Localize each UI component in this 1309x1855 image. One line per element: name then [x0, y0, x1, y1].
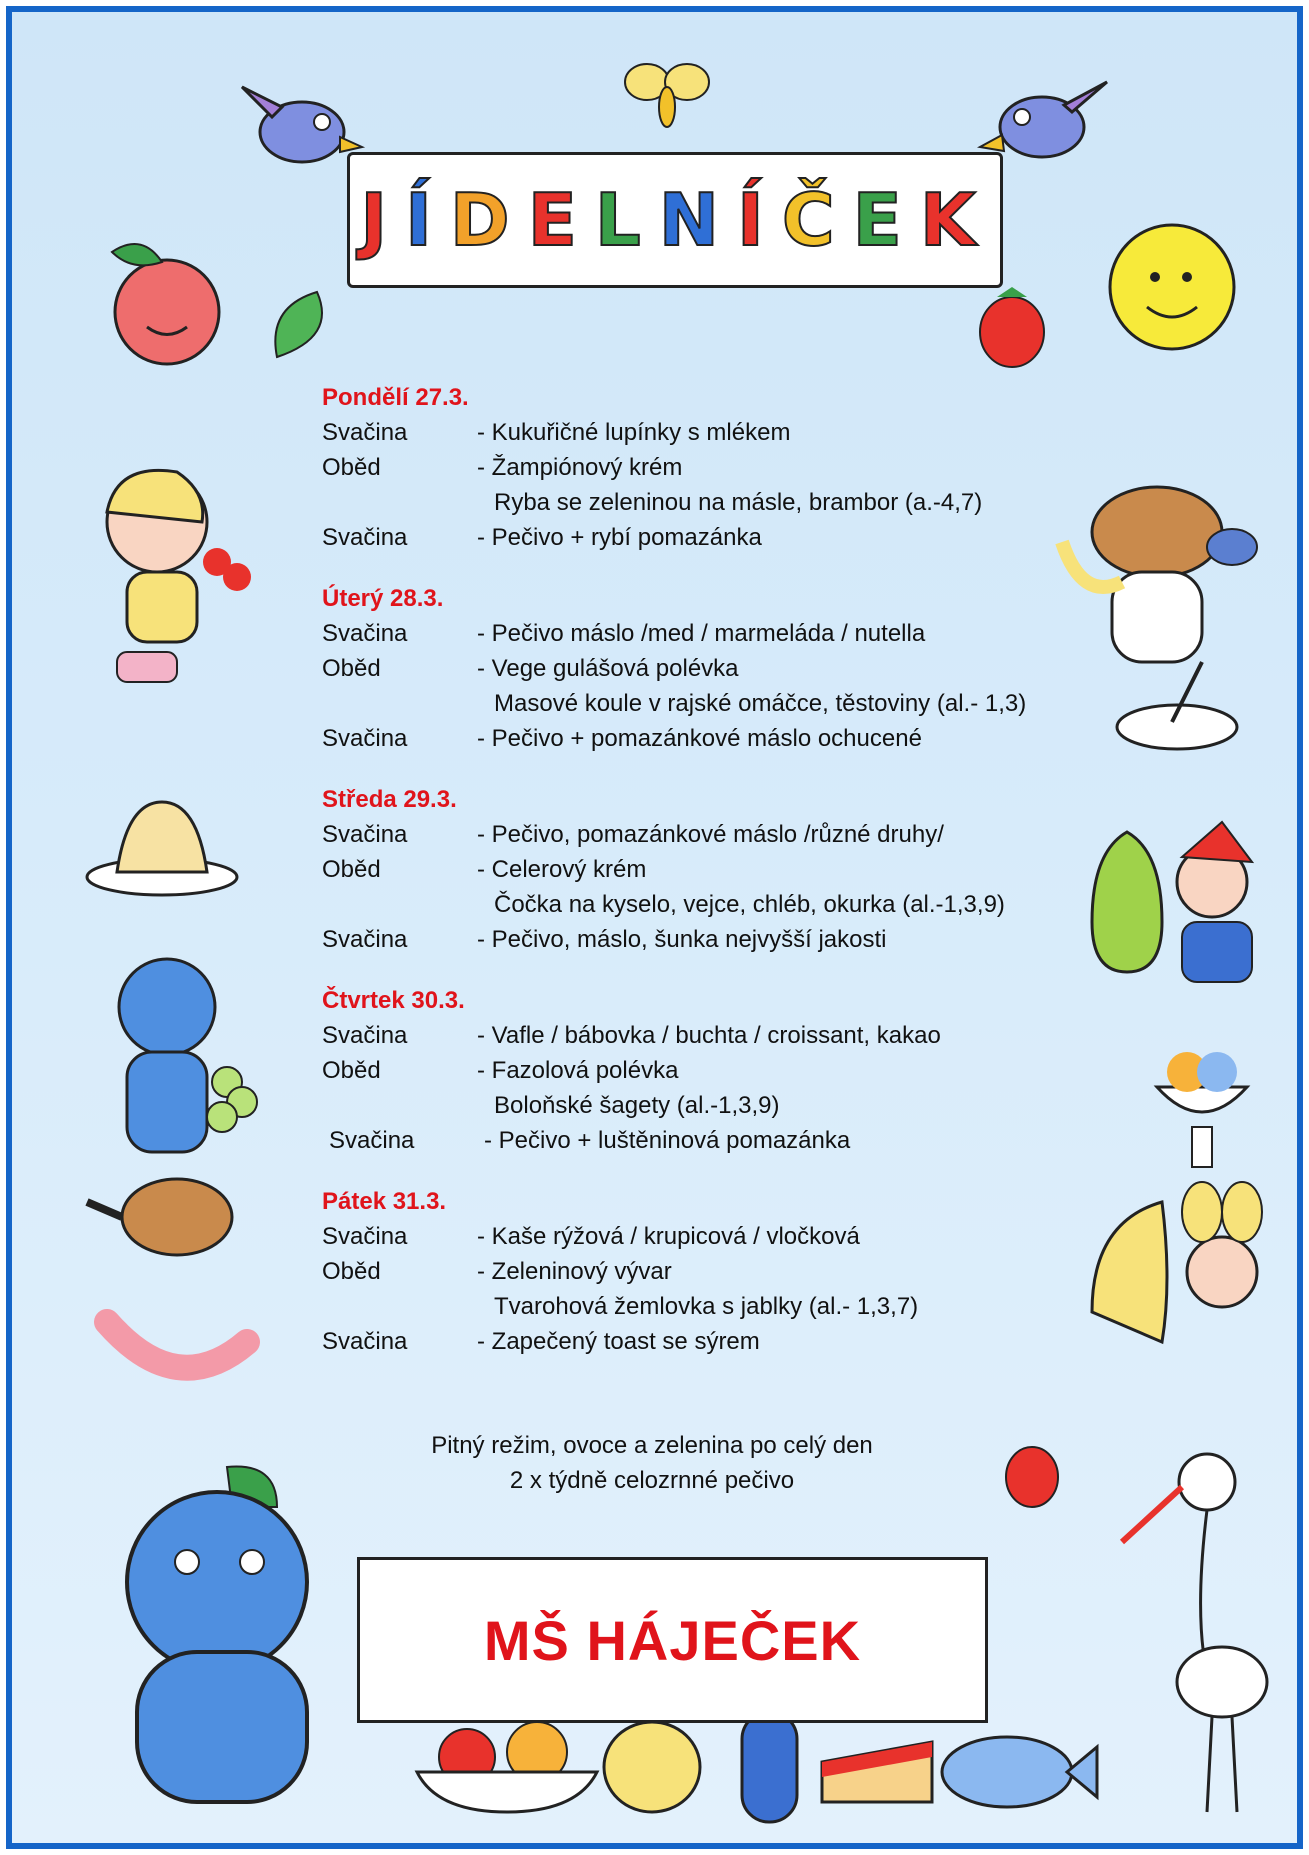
meal-label: Svačina	[322, 1328, 408, 1355]
menu-line	[322, 1123, 1122, 1158]
day-thursday	[322, 983, 1122, 1158]
title-letter: Í	[737, 178, 778, 262]
menu-line	[322, 817, 1122, 852]
day-title: Pondělí 27.3.	[322, 384, 469, 411]
dish-text: - Pečivo + rybí pomazánka	[477, 524, 762, 551]
dish-text: - Pečivo, pomazánkové máslo /různé druhy/	[477, 821, 944, 848]
dish-continuation: Boloňské šagety (al.-1,3,9)	[494, 1092, 780, 1119]
title-letter: K	[919, 178, 990, 262]
menu-line	[322, 852, 1122, 887]
meal-label: Svačina	[322, 524, 408, 551]
school-sign	[357, 1557, 988, 1723]
day-monday	[322, 380, 1122, 555]
leaf-icon	[267, 287, 347, 367]
strawberry-small-icon	[997, 1432, 1067, 1512]
dish-text: - Fazolová polévka	[477, 1057, 679, 1084]
meal-label: Oběd	[322, 856, 381, 883]
day-title: Čtvrtek 30.3.	[322, 987, 465, 1014]
dish-text: - Pečivo, máslo, šunka nejvyšší jakosti	[477, 926, 887, 953]
dish-text: - Žampiónový krém	[477, 454, 683, 481]
dish-text: - Kukuřičné lupínky s mlékem	[477, 419, 791, 446]
strawberry-icon	[972, 282, 1052, 372]
menu-line	[322, 1254, 1122, 1289]
dish-text: - Kaše rýžová / krupicová / vločková	[477, 1223, 860, 1250]
fruit-basket-icon	[407, 1712, 607, 1822]
title-letter: D	[449, 178, 524, 262]
school-name: MŠ HÁJEČEK	[483, 1608, 862, 1672]
meal-label: Oběd	[322, 454, 381, 481]
menu-line	[322, 1018, 1122, 1053]
menu-line	[322, 1219, 1122, 1254]
page-title	[360, 178, 989, 262]
meal-label: Svačina	[322, 926, 408, 953]
drumstick-icon	[72, 1162, 242, 1272]
title-letter: E	[852, 178, 916, 262]
dish-continuation: Masové koule v rajské omáčce, těstoviny (al.- 1,3)	[494, 690, 1027, 717]
meal-label: Oběd	[322, 655, 381, 682]
menu-line	[322, 450, 1122, 485]
dish-text: - Vege gulášová polévka	[477, 655, 739, 682]
dish-text: - Pečivo + pomazánkové máslo ochucené	[477, 725, 922, 752]
stork-icon	[1112, 1432, 1292, 1832]
dish-text: - Zeleninový vývar	[477, 1258, 672, 1285]
menu-line	[322, 1324, 1122, 1359]
bowl-icon	[1102, 652, 1252, 762]
menu-line	[322, 922, 1122, 957]
dish-text: - Zapečený toast se sýrem	[477, 1328, 760, 1355]
title-letter: Í	[405, 178, 446, 262]
meal-label: Svačina	[329, 1127, 415, 1154]
dish-text: - Pečivo máslo /med / marmeláda / nutella	[477, 620, 926, 647]
meal-label: Svačina	[322, 419, 408, 446]
meal-label: Svačina	[322, 821, 408, 848]
title-banner	[347, 152, 1003, 288]
meal-label: Oběd	[322, 1258, 381, 1285]
weekly-menu	[322, 380, 1122, 1385]
dish-continuation: Tvarohová žemlovka s jablky (al.- 1,3,7)	[494, 1293, 919, 1320]
menu-line	[322, 616, 1122, 651]
dish-continuation: Ryba se zeleninou na másle, brambor (a.-4,7)	[494, 489, 983, 516]
butterfly-icon	[612, 52, 722, 132]
meal-label: Svačina	[322, 620, 408, 647]
note-line: 2 x týdně celozrnné pečivo	[509, 1467, 795, 1494]
dish-text: - Celerový krém	[477, 856, 647, 883]
fish-icon	[932, 1722, 1102, 1822]
day-title: Úterý 28.3.	[322, 585, 444, 612]
title-letter: E	[527, 178, 591, 262]
day-wednesday	[322, 782, 1122, 957]
meal-label: Svačina	[322, 1223, 408, 1250]
menu-line	[322, 415, 1122, 450]
menu-line	[322, 651, 1122, 686]
menu-line	[322, 520, 1122, 555]
notes	[312, 1428, 992, 1498]
title-letter: L	[594, 178, 655, 262]
day-title: Pátek 31.3.	[322, 1188, 447, 1215]
menu-line	[322, 721, 1122, 756]
title-letter: J	[360, 178, 402, 262]
cat-grapes-icon	[67, 942, 267, 1172]
menu-poster	[6, 6, 1303, 1849]
day-tuesday	[322, 581, 1122, 756]
sun-icon	[1087, 202, 1257, 372]
meal-label: Svačina	[322, 725, 408, 752]
menu-line	[322, 1053, 1122, 1088]
dish-text: - Vafle / bábovka / buchta / croissant, kakao	[477, 1022, 941, 1049]
note-line: Pitný režim, ovoce a zelenina po celý den	[431, 1432, 873, 1459]
dish-text: - Pečivo + luštěninová pomazánka	[484, 1127, 851, 1154]
meal-label: Svačina	[322, 1022, 408, 1049]
title-letter: Č	[781, 178, 849, 262]
cake-icon	[77, 782, 247, 902]
meal-label: Oběd	[322, 1057, 381, 1084]
day-friday	[322, 1184, 1122, 1359]
cake-slice-icon	[812, 1722, 942, 1822]
dish-continuation: Čočka na kyselo, vejce, chléb, okurka (al.-1,3,9)	[494, 891, 1005, 918]
sausage-icon	[87, 1292, 267, 1402]
day-title: Středa 29.3.	[322, 786, 457, 813]
girl-skater-icon	[57, 452, 257, 722]
apple-icon	[102, 232, 232, 372]
title-letter: N	[658, 178, 734, 262]
